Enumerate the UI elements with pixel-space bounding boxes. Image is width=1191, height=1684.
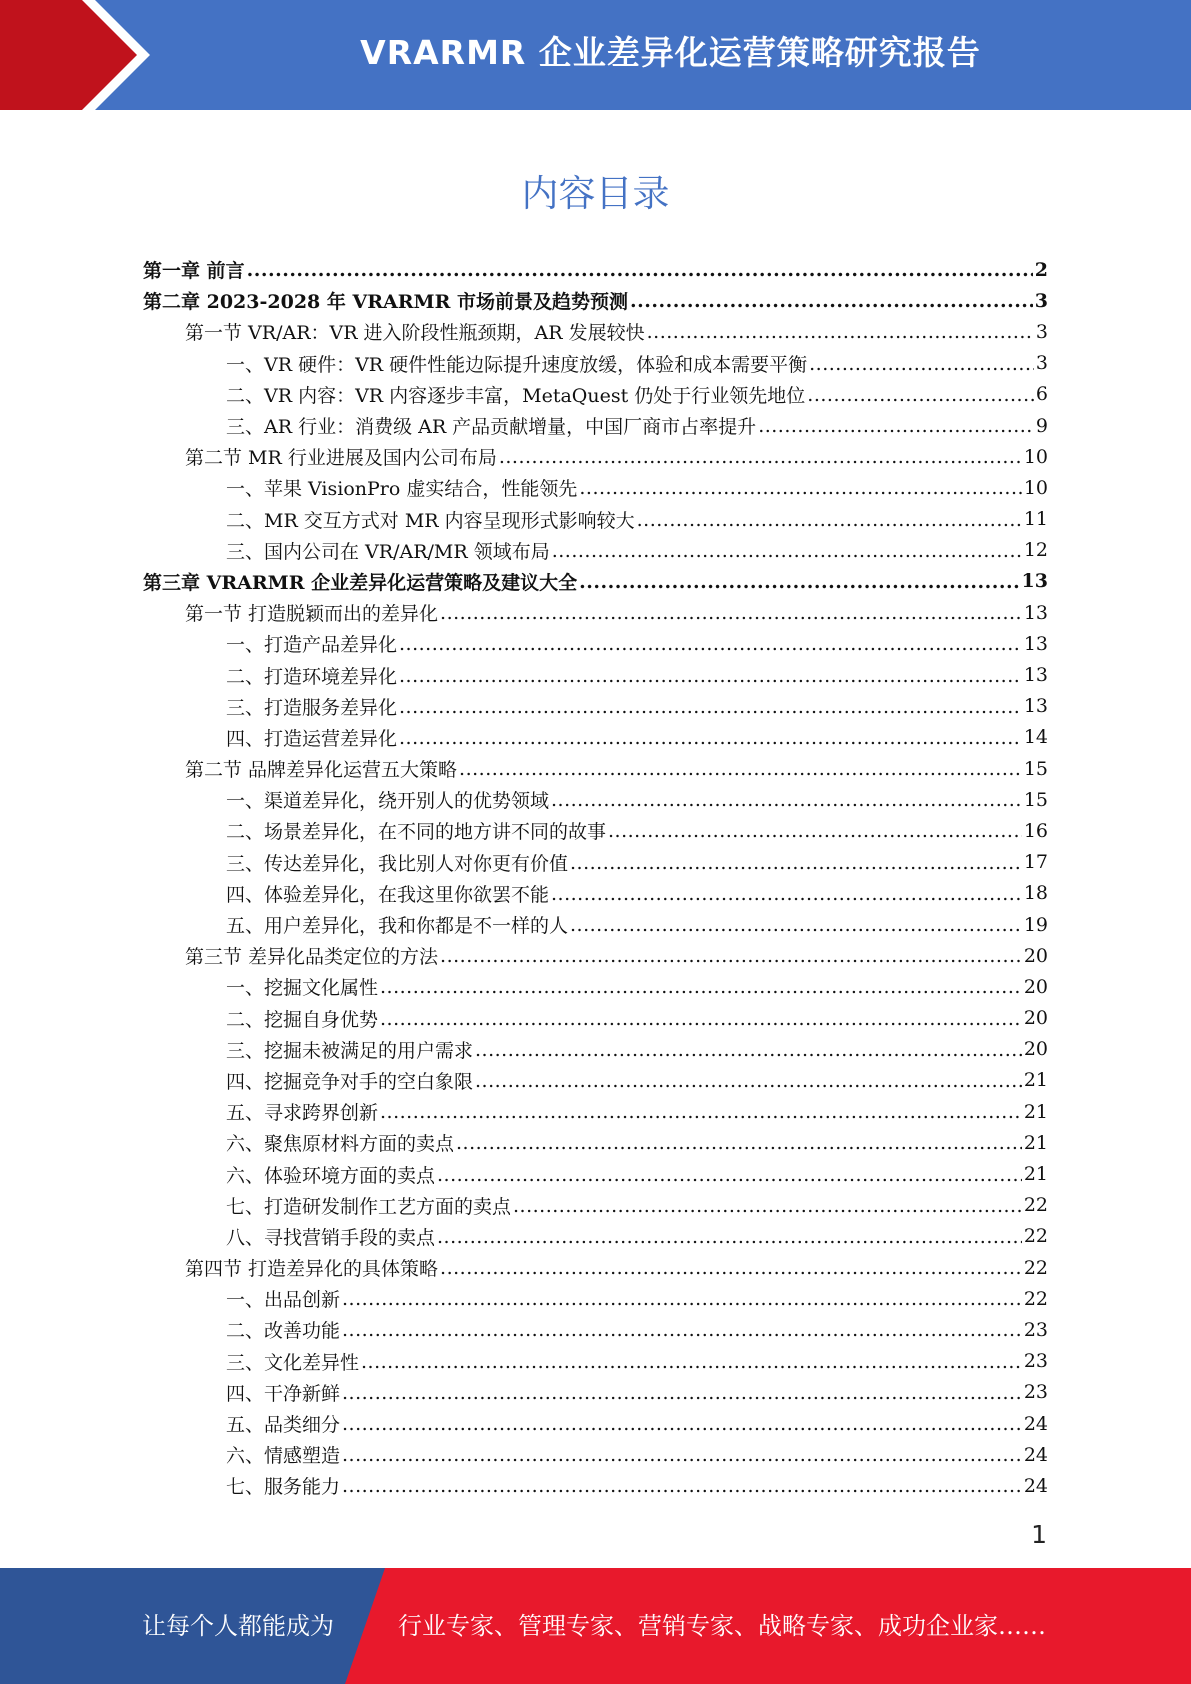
toc-subsection[interactable] — [143, 691, 1048, 722]
page-number: 1 — [1031, 1520, 1047, 1549]
toc-entry-page: 12 — [1023, 539, 1048, 562]
toc-entry-title: 四、挖掘竞争对手的空白象限 — [226, 1070, 474, 1093]
toc-leader-dots — [456, 1132, 1022, 1151]
toc-entry-title: 五、用户差异化，我和你都是不一样的人 — [226, 915, 569, 938]
toc-entry-page: 11 — [1023, 508, 1048, 531]
toc-entry-title: 三、打造服务差异化 — [226, 696, 398, 719]
toc-entry-page: 20 — [1023, 1007, 1048, 1030]
toc-leader-dots — [809, 353, 1034, 372]
toc-entry-title: 一、渠道差异化，绕开别人的优势领域 — [226, 790, 550, 813]
toc-leader-dots — [361, 1351, 1022, 1370]
toc-subsection[interactable] — [143, 878, 1048, 909]
toc-leader-dots — [608, 820, 1022, 839]
toc-entry-page: 16 — [1023, 819, 1048, 842]
footer-slogan: 让每个人都能成为 — [142, 1612, 334, 1640]
toc-subsection[interactable] — [143, 1314, 1048, 1345]
toc-leader-dots — [499, 446, 1022, 465]
toc-entry-title: 三、AR 行业：消费级 AR 产品贡献增量，中国厂商市占率提升 — [226, 416, 757, 439]
toc-entry-title: 七、服务能力 — [226, 1476, 341, 1499]
toc-entry-title: 二、VR 内容：VR 内容逐步丰富，MetaQuest 仍处于行业领先地位 — [226, 384, 806, 407]
toc-leader-dots — [459, 758, 1022, 777]
toc-entry-title: 一、挖掘文化属性 — [226, 977, 379, 1000]
toc-entry-title: 四、打造运营差异化 — [226, 727, 398, 750]
toc-entry-page: 22 — [1023, 1225, 1048, 1248]
toc-subsection[interactable] — [143, 784, 1048, 815]
toc-entry-title: 六、情感塑造 — [226, 1445, 341, 1468]
toc-entry-page: 17 — [1023, 851, 1048, 874]
toc-subsection[interactable] — [143, 1127, 1048, 1158]
toc-entry-page: 6 — [1035, 383, 1048, 406]
toc-leader-dots — [437, 1226, 1022, 1245]
toc-subsection[interactable] — [143, 909, 1048, 940]
toc-section[interactable] — [143, 441, 1048, 472]
toc-entry-page: 13 — [1023, 664, 1048, 687]
toc-section[interactable] — [143, 753, 1048, 784]
toc-entry-title: 第一节 VR/AR：VR 进入阶段性瓶颈期，AR 发展较快 — [185, 322, 645, 345]
toc-entry-title: 二、挖掘自身优势 — [226, 1008, 379, 1031]
toc-subsection[interactable] — [143, 472, 1048, 503]
toc-leader-dots — [380, 1101, 1022, 1120]
toc-heading: 内容目录 — [521, 172, 670, 215]
page-footer — [0, 1568, 1191, 1684]
toc-subsection[interactable] — [143, 1221, 1048, 1252]
toc-entry-page: 24 — [1023, 1412, 1048, 1435]
toc-entry-page: 21 — [1023, 1069, 1048, 1092]
toc-entry-title: 三、挖掘未被满足的用户需求 — [226, 1039, 474, 1062]
toc-entry-page: 20 — [1023, 944, 1048, 967]
toc-entry-page: 22 — [1023, 1256, 1048, 1279]
toc-leader-dots — [807, 384, 1034, 403]
toc-entry-page: 24 — [1023, 1474, 1048, 1497]
toc-entry-page: 10 — [1023, 445, 1048, 468]
table-of-contents — [143, 254, 1048, 1502]
toc-subsection[interactable] — [143, 722, 1048, 753]
toc-leader-dots — [513, 1195, 1022, 1214]
toc-leader-dots — [342, 1288, 1022, 1307]
toc-entry-page: 13 — [1023, 695, 1048, 718]
toc-section[interactable] — [143, 940, 1048, 971]
toc-entry-title: 二、MR 交互方式对 MR 内容呈现形式影响较大 — [226, 509, 635, 532]
toc-entry-title: 三、传达差异化，我比别人对你更有价值 — [226, 852, 569, 875]
toc-subsection[interactable] — [143, 1190, 1048, 1221]
toc-section[interactable] — [143, 597, 1048, 628]
toc-leader-dots — [440, 1257, 1022, 1276]
toc-subsection[interactable] — [143, 535, 1048, 566]
toc-subsection[interactable] — [143, 659, 1048, 690]
toc-subsection[interactable] — [143, 1158, 1048, 1189]
toc-entry-page: 3 — [1035, 320, 1048, 343]
toc-leader-dots — [551, 883, 1022, 902]
toc-subsection[interactable] — [143, 1377, 1048, 1408]
toc-subsection[interactable] — [143, 1096, 1048, 1127]
toc-subsection[interactable] — [143, 1470, 1048, 1501]
toc-subsection[interactable] — [143, 1065, 1048, 1096]
toc-leader-dots — [637, 509, 1022, 528]
toc-entry-title: 五、品类细分 — [226, 1414, 341, 1437]
toc-entry-title: 六、体验环境方面的卖点 — [226, 1164, 436, 1187]
toc-entry-page: 3 — [1034, 289, 1048, 312]
toc-entry-title: 第二节 MR 行业进展及国内公司布局 — [185, 447, 497, 470]
toc-leader-dots — [570, 914, 1022, 933]
toc-entry-page: 21 — [1023, 1163, 1048, 1186]
toc-leader-dots — [342, 1382, 1022, 1401]
toc-entry-page: 18 — [1023, 882, 1048, 905]
toc-entry-page: 21 — [1023, 1100, 1048, 1123]
toc-leader-dots — [440, 945, 1022, 964]
toc-entry-page: 13 — [1021, 570, 1048, 593]
toc-leader-dots — [399, 665, 1022, 684]
toc-entry-title: 二、改善功能 — [226, 1320, 341, 1343]
toc-entry-page: 15 — [1023, 757, 1048, 780]
toc-leader-dots — [399, 696, 1022, 715]
toc-entry-page: 22 — [1023, 1194, 1048, 1217]
toc-subsection[interactable] — [143, 1003, 1048, 1034]
toc-entry-page: 22 — [1023, 1287, 1048, 1310]
toc-entry-page: 23 — [1023, 1381, 1048, 1404]
toc-leader-dots — [579, 571, 1019, 590]
toc-leader-dots — [247, 259, 1033, 278]
toc-entry-page: 20 — [1023, 975, 1048, 998]
toc-subsection[interactable] — [143, 1034, 1048, 1065]
toc-leader-dots — [380, 1008, 1022, 1027]
toc-entry-title: 第三节 差异化品类定位的方法 — [185, 946, 439, 969]
toc-subsection[interactable] — [143, 410, 1048, 441]
toc-entry-page: 15 — [1023, 788, 1048, 811]
toc-leader-dots — [647, 321, 1034, 340]
toc-entry-title: 一、VR 硬件：VR 硬件性能边际提升速度放缓，体验和成本需要平衡 — [226, 353, 808, 376]
toc-leader-dots — [440, 602, 1022, 621]
toc-leader-dots — [551, 789, 1022, 808]
toc-leader-dots — [342, 1413, 1022, 1432]
toc-entry-title: 三、文化差异性 — [226, 1351, 360, 1374]
toc-leader-dots — [342, 1444, 1022, 1463]
toc-entry-title: 四、体验差异化，在我这里你欲罢不能 — [226, 883, 550, 906]
footer-roles: 行业专家、管理专家、营销专家、战略专家、成功企业家…… — [398, 1612, 1046, 1640]
toc-entry-title: 第二节 品牌差异化运营五大策略 — [185, 759, 458, 782]
toc-entry-title: 七、打造研发制作工艺方面的卖点 — [226, 1195, 512, 1218]
toc-subsection[interactable] — [143, 348, 1048, 379]
toc-entry-page: 3 — [1035, 352, 1048, 375]
toc-entry-title: 三、国内公司在 VR/AR/MR 领域布局 — [226, 540, 550, 563]
toc-leader-dots — [630, 290, 1033, 309]
toc-entry-title: 二、场景差异化，在不同的地方讲不同的故事 — [226, 821, 607, 844]
toc-subsection[interactable] — [143, 628, 1048, 659]
toc-leader-dots — [437, 1164, 1022, 1183]
report-title: VRARMR 企业差异化运营策略研究报告 — [360, 33, 981, 72]
toc-leader-dots — [570, 852, 1022, 871]
toc-leader-dots — [342, 1319, 1022, 1338]
toc-entry-page: 21 — [1023, 1131, 1048, 1154]
toc-entry-page: 23 — [1023, 1350, 1048, 1373]
toc-entry-title: 一、出品创新 — [226, 1289, 341, 1312]
toc-subsection[interactable] — [143, 971, 1048, 1002]
toc-subsection[interactable] — [143, 1408, 1048, 1439]
toc-entry-page: 10 — [1023, 476, 1048, 499]
toc-leader-dots — [399, 727, 1022, 746]
toc-entry-title: 第四节 打造差异化的具体策略 — [185, 1258, 439, 1281]
toc-entry-title: 八、寻找营销手段的卖点 — [226, 1226, 436, 1249]
toc-entry-title: 四、干净新鲜 — [226, 1382, 341, 1405]
toc-entry-title: 六、聚焦原材料方面的卖点 — [226, 1133, 455, 1156]
toc-leader-dots — [399, 633, 1022, 652]
toc-entry-page: 13 — [1023, 601, 1048, 624]
toc-subsection[interactable] — [143, 379, 1048, 410]
toc-leader-dots — [552, 540, 1022, 559]
toc-chapter[interactable] — [143, 285, 1048, 316]
toc-entry-page: 23 — [1023, 1318, 1048, 1341]
toc-leader-dots — [380, 976, 1022, 995]
toc-entry-title: 第一章 前言 — [143, 260, 245, 283]
toc-leader-dots — [475, 1070, 1022, 1089]
toc-section[interactable] — [143, 316, 1048, 347]
toc-chapter[interactable] — [143, 254, 1048, 285]
toc-entry-title: 一、苹果 VisionPro 虚实结合，性能领先 — [226, 478, 578, 501]
toc-entry-page: 24 — [1023, 1443, 1048, 1466]
toc-entry-page: 2 — [1034, 258, 1048, 281]
toc-subsection[interactable] — [143, 1346, 1048, 1377]
toc-entry-title: 第一节 打造脱颖而出的差异化 — [185, 603, 439, 626]
toc-entry-page: 9 — [1035, 414, 1048, 437]
toc-leader-dots — [579, 477, 1021, 496]
toc-subsection[interactable] — [143, 1283, 1048, 1314]
toc-leader-dots — [342, 1475, 1022, 1494]
toc-subsection[interactable] — [143, 815, 1048, 846]
toc-subsection[interactable] — [143, 1439, 1048, 1470]
toc-entry-title: 一、打造产品差异化 — [226, 634, 398, 657]
toc-chapter[interactable] — [143, 566, 1048, 597]
toc-leader-dots — [758, 415, 1034, 434]
toc-entry-page: 19 — [1023, 913, 1048, 936]
toc-entry-title: 第二章 2023-2028 年 VRARMR 市场前景及趋势预测 — [143, 291, 628, 314]
toc-entry-title: 二、打造环境差异化 — [226, 665, 398, 688]
page-header — [0, 0, 1191, 110]
toc-entry-page: 20 — [1023, 1038, 1048, 1061]
toc-subsection[interactable] — [143, 847, 1048, 878]
toc-entry-page: 14 — [1023, 726, 1048, 749]
toc-entry-page: 13 — [1023, 632, 1048, 655]
toc-subsection[interactable] — [143, 504, 1048, 535]
toc-entry-title: 第三章 VRARMR 企业差异化运营策略及建议大全 — [143, 571, 578, 594]
toc-section[interactable] — [143, 1252, 1048, 1283]
toc-entry-title: 五、寻求跨界创新 — [226, 1102, 379, 1125]
toc-leader-dots — [475, 1039, 1022, 1058]
